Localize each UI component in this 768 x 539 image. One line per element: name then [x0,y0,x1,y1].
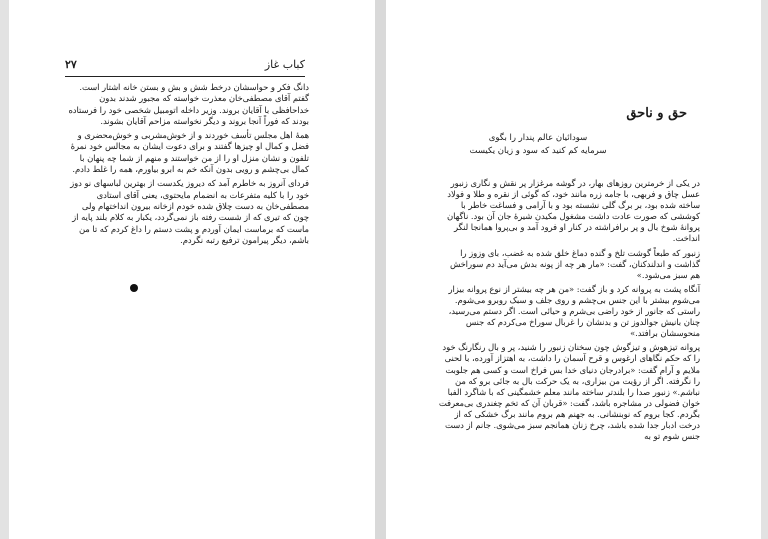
left-body-text [65,82,309,249]
right-page [386,0,761,539]
page-number: ۲۷ [65,58,77,71]
paragraph: فردای آنروز به خاطرم آمد که دیروز یکدست از بهترین لباسهای نو دوز خود را با کلیه متفرعات به انضمام مایحتوی، یعنی آقای استادی مصطفی‌خان به دست چلاق شده خودم ازخانه بیرون انداختهام ولی چون که تیری که از شست رفته باز نمی‌گردد، یکبار به کلام بلند پایه از ماست که برماست ایمان آوردم و پشت دستم را داغ کردم که تا من باشم، دیگر پیرامون ترفیع رتبه نگردم. [70,178,309,245]
paragraph: آنگاه پشت به پروانه کرد و باز گفت: «من هر چه بیشتر از نوع پروانه بیزار می‌شوم بیشتر با این جنس بی‌چشم و روی جلف و سبک روبرو می‌شوم. راستی که جانور از خود راضی بی‌شرم و حیائی است. اگر دستم می‌رسید، چنان بانیش جوالدوز تن و بدنشان را غربال سوراخ می‌کردم که جنس منحوسشان برافتد.» [448,283,700,339]
paragraph: زنبور که طبعاً گوشت تلخ و گنده دماغ خلق شده به غضب، بای وزوز را گذاشت و اندلندکنان، گفت: «مار هر چه از پونه بدش می‌آید دم سوراخش هم سبز می‌شود.» [449,247,700,280]
running-head: کباب غاز [264,58,305,71]
book-spine [375,0,386,539]
end-mark [130,284,138,292]
left-page [9,0,375,539]
page-header [65,58,305,77]
chapter-title: حق و ناحق [626,106,687,121]
paragraph: پروانه تیزهوش و تیزگوش چون سخنان زنبور را شنید، پر و بال رنگارنگ خود را که حکم نگاهای ارغوس و قرح آسمان را داشت، به اهتزاز آورده، با لحنی ملایم و آرام گفت: «برادرجان دنیای خدا بس فراخ است و کسی هم جلوبت را نگرفته. اگر از رؤیت من بیزاری، به یک حرکت بال به جائی برو که من نباشم.» زنبور صدا را بلندتر ساخته مانند معلم خشمگینی که با شاگرد الفبا خوان فضولی در مشاجره باشد، گفت: «قربان آن که تخم چغندری بی‌معرفت بگردم. کجا بروم که نوبنشانی. به جهنم هم بروم مانند برگ خشکی که از درخت ادبار جدا شده باشد، چرخ زنان همانجم سبز می‌شوی. جانم از دست جنس شوم تو به [438,342,700,442]
right-body-text [438,178,700,445]
paragraph: در یکی از خرمترین روزهای بهار، در گوشه مرغزار پر نقش و نگاری زنبور عسل چاق و فربهی، با جامه زره مانند خود، که گوئی از نقره و طلا و فولاد ساخته شده بود، بر برگ گلی نشسته بود و با آرامی و فساغت خاطر با کوششی که صورت عادت داشت مشغول مکیدن شیرهٔ جان آن بود. ناگهان پروانهٔ شوخ بال و پر برافراشته در کنار او فرود آمد و بی‌پروا همانجا لنگر انداخت. [447,178,700,244]
paragraph: همهٔ اهل مجلس تأسف خوردند و از خوش‌مشربی و خوش‌محضری و فضل و کمال او چیزها گفتند و برای دعوت ایشان به مجالس خود نمرهٔ تلفون و نشان منزل او را از من خواستند و منهم از شما چه پنهان با کمال بی‌چشم و رویی بدون آنکه خم به ابرو بیاورم، همه را غلط دادم. [70,130,309,175]
epigraph [438,132,638,158]
verse-line: سرمایه کم کنید که سود و زیان یکیست [469,146,607,156]
verse-line: سودائیان عالم پندار را بگوی [488,133,588,143]
paragraph: دانگ فکر و حواسشان درخط شش و بش و بستن خانه اشتار است. گفتم آقای مصطفی‌خان معذرت خواسته که مجبور شدند بدون خداحافظی با آقایان بروند. وزیر داخله اتومبیل شخصی خود را فرستاده بودند که فوراً آنجا بروند و دیگر نخواسته مزاحم آقایان بشوند. [68,82,309,126]
